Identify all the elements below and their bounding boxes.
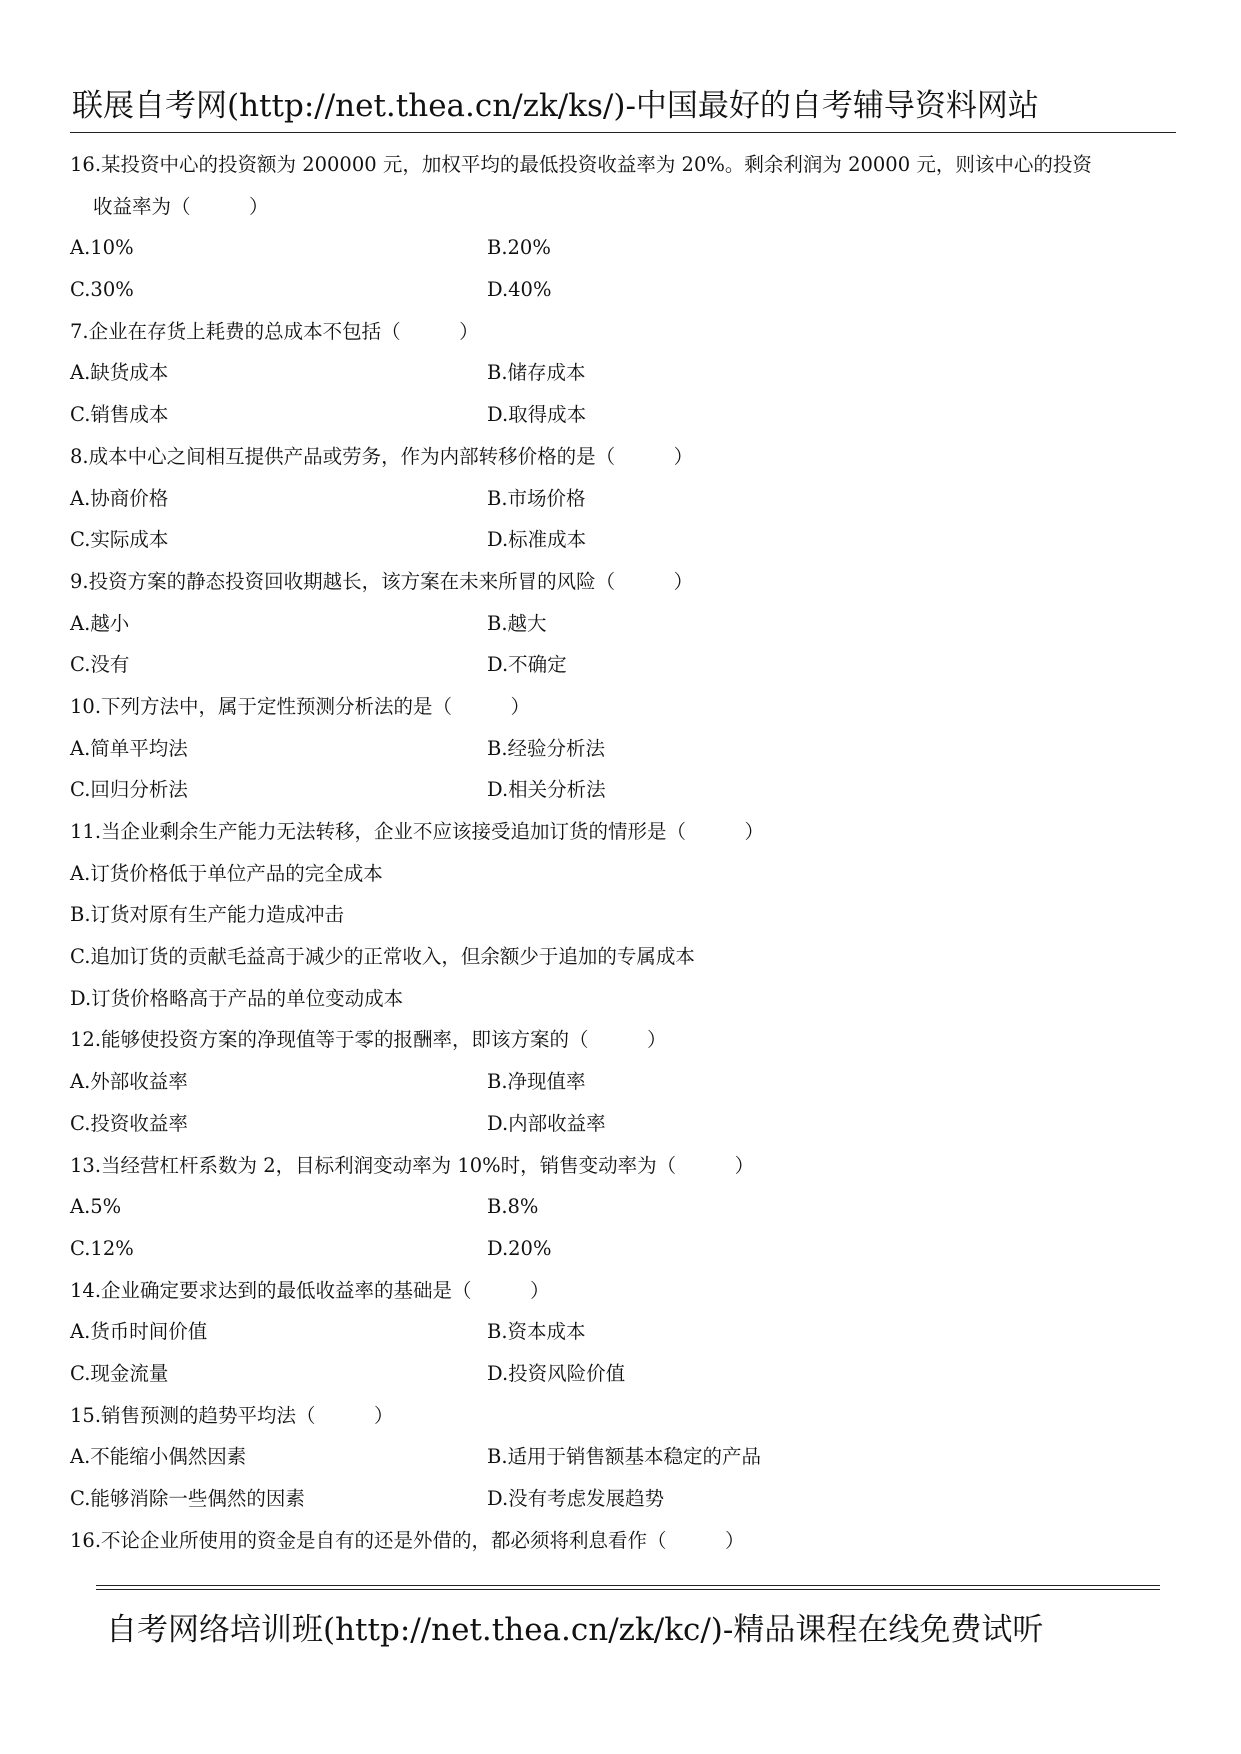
- option-row: [70, 1064, 1180, 1106]
- option-row: [70, 230, 1180, 272]
- question-line: 13.当经营杠杆系数为 2，目标利润变动率为 10%时，销售变动率为（ ）: [70, 1153, 755, 1177]
- option-left: A.缺货成本: [70, 361, 169, 385]
- page-footer: 自考网络培训班(http://net.thea.cn/zk/kc/)-精品课程在线免费试听: [106, 1612, 1044, 1648]
- option-right: D.40%: [487, 278, 552, 302]
- option-right: B.净现值率: [487, 1070, 586, 1094]
- option-row: [70, 606, 1180, 648]
- question-list: [70, 147, 1180, 1564]
- option-row: [70, 272, 1180, 314]
- option-left: C.30%: [70, 278, 134, 302]
- option-right: B.适用于销售额基本稳定的产品: [487, 1445, 762, 1469]
- question-line: A.订货价格低于单位产品的完全成本: [70, 861, 383, 885]
- option-right: B.20%: [487, 236, 551, 260]
- page-header: 联展自考网(http://net.thea.cn/zk/ks/)-中国最好的自考辅导资料网站: [72, 88, 1039, 124]
- option-right: B.资本成本: [487, 1320, 586, 1344]
- option-left: A.货币时间价值: [70, 1320, 208, 1344]
- question-line: 16.不论企业所使用的资金是自有的还是外借的，都必须将利息看作（ ）: [70, 1528, 745, 1552]
- option-right: D.取得成本: [487, 403, 587, 427]
- option-left: A.协商价格: [70, 486, 169, 510]
- question-line: 11.当企业剩余生产能力无法转移，企业不应该接受追加订货的情形是（ ）: [70, 820, 765, 843]
- question-line: B.订货对原有生产能力造成冲击: [70, 903, 345, 927]
- option-row: [70, 522, 1180, 564]
- question-line: 7.企业在存货上耗费的总成本不包括（ ）: [70, 319, 479, 343]
- option-left: A.外部收益率: [70, 1070, 188, 1094]
- option-row: [70, 1314, 1180, 1356]
- question-line: 15.销售预测的趋势平均法（ ）: [70, 1403, 394, 1427]
- option-right: B.经验分析法: [487, 736, 606, 760]
- question-line: 8.成本中心之间相互提供产品或劳务，作为内部转移价格的是（ ）: [70, 444, 694, 468]
- option-left: A.10%: [70, 236, 134, 260]
- option-right: D.投资风险价值: [487, 1361, 626, 1385]
- option-right: B.8%: [487, 1195, 539, 1219]
- question-line: 12.能够使投资方案的净现值等于零的报酬率，即该方案的（ ）: [70, 1028, 667, 1052]
- option-left: C.12%: [70, 1236, 134, 1260]
- question-continuation: 收益率为（ ）: [93, 194, 269, 218]
- option-row: [70, 1356, 1180, 1398]
- option-left: A.简单平均法: [70, 736, 188, 760]
- option-left: C.现金流量: [70, 1361, 169, 1385]
- option-left: C.能够消除一些偶然的因素: [70, 1487, 305, 1510]
- question-line: 10.下列方法中，属于定性预测分析法的是（ ）: [70, 694, 531, 718]
- option-left: C.实际成本: [70, 528, 169, 552]
- option-right: D.标准成本: [487, 528, 587, 552]
- option-row: [70, 481, 1180, 523]
- option-left: A.越小: [70, 611, 130, 635]
- option-left: C.回归分析法: [70, 778, 188, 802]
- question-line: 9.投资方案的静态投资回收期越长，该方案在未来所冒的风险（ ）: [70, 569, 694, 593]
- option-right: B.储存成本: [487, 361, 586, 385]
- option-right: D.相关分析法: [487, 778, 606, 802]
- option-row: [70, 1439, 1180, 1481]
- option-right: D.不确定: [487, 653, 567, 677]
- footer-rule-bottom: [96, 1589, 1160, 1590]
- footer-rule-top: [96, 1585, 1160, 1586]
- option-right: D.没有考虑发展趋势: [487, 1487, 665, 1510]
- option-row: [70, 1189, 1180, 1231]
- question-line: 16.某投资中心的投资额为 200000 元，加权平均的最低投资收益率为 20%。剩余利润为 20000 元，则该中心的投资: [70, 153, 1092, 176]
- option-left: C.投资收益率: [70, 1111, 188, 1135]
- option-left: C.销售成本: [70, 403, 169, 427]
- option-row: [70, 1231, 1180, 1273]
- question-line: D.订货价格略高于产品的单位变动成本: [70, 986, 404, 1010]
- option-row: [70, 731, 1180, 773]
- option-row: [70, 1481, 1180, 1523]
- option-right: D.20%: [487, 1236, 552, 1260]
- option-left: A.5%: [70, 1195, 122, 1219]
- option-row: [70, 647, 1180, 689]
- option-row: [70, 355, 1180, 397]
- question-line: C.追加订货的贡献毛益高于减少的正常收入，但余额少于追加的专属成本: [70, 945, 695, 969]
- header-rule: [70, 132, 1176, 133]
- option-right: D.内部收益率: [487, 1111, 606, 1135]
- option-left: C.没有: [70, 653, 130, 677]
- option-row: [70, 397, 1180, 439]
- option-right: B.市场价格: [487, 486, 586, 510]
- question-line: 14.企业确定要求达到的最低收益率的基础是（ ）: [70, 1278, 550, 1302]
- option-left: A.不能缩小偶然因素: [70, 1445, 247, 1469]
- option-right: B.越大: [487, 611, 547, 635]
- option-row: [70, 772, 1180, 814]
- option-row: [70, 1106, 1180, 1148]
